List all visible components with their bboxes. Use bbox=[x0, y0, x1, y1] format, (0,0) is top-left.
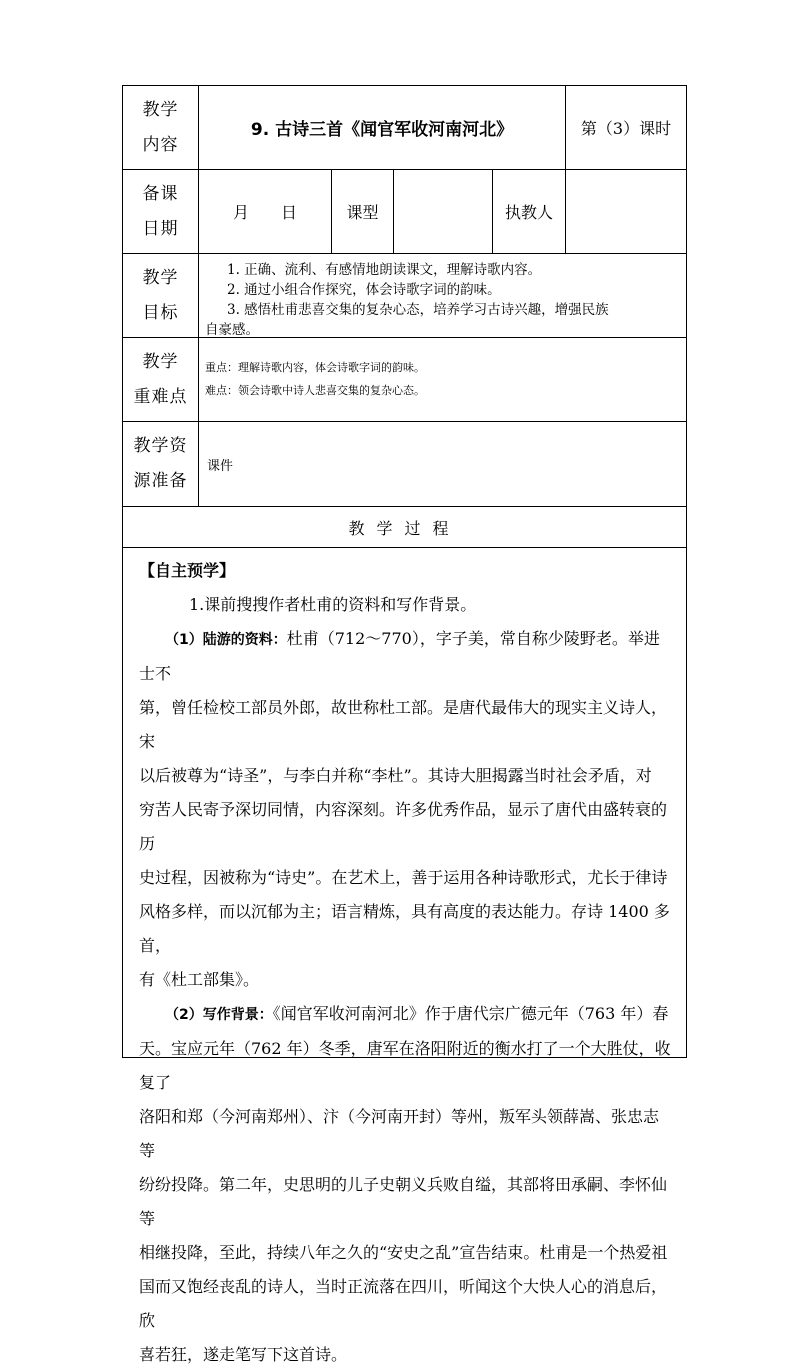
key-points-label-line1: 教学 bbox=[142, 351, 179, 372]
background-line4: 纷纷投降。第二年，史思明的儿子史朝义兵败自缢，其部将田承嗣、李怀仙等 bbox=[139, 1175, 668, 1228]
goals-content bbox=[198, 253, 687, 338]
key-points-content bbox=[198, 337, 687, 422]
key-point: 重点：理解诗歌内容，体会诗歌字词的韵味。 bbox=[205, 361, 425, 374]
lesson-type-value bbox=[393, 169, 493, 254]
resources-label-line2: 源准备 bbox=[133, 471, 188, 491]
content-label-line2: 内容 bbox=[142, 134, 179, 155]
difficulty-point: 难点：领会诗歌中诗人悲喜交集的复杂心态。 bbox=[205, 384, 425, 397]
author-info-paragraph bbox=[139, 622, 672, 691]
prep-date-label-cell bbox=[122, 169, 199, 254]
lesson-period: 第（3）课时 bbox=[565, 85, 687, 170]
resources-value: 课件 bbox=[198, 421, 687, 507]
author-info-line7: 有《杜工部集》。 bbox=[139, 970, 260, 989]
background-paragraph bbox=[139, 997, 672, 1032]
resources-label-line1: 教学资 bbox=[133, 436, 188, 456]
preview-heading: 【自主预学】 bbox=[139, 561, 236, 580]
goal-3-continued: 自豪感。 bbox=[205, 322, 259, 338]
author-info-line6: 风格多样，而以沉郁为主；语言精炼，具有高度的表达能力。存诗 1400 多首， bbox=[139, 902, 670, 955]
prep-date-label-line1: 备课 bbox=[142, 183, 179, 204]
key-points-label-cell bbox=[122, 337, 199, 422]
author-info-line3: 以后被尊为“诗圣”，与李白并称“李杜”。其诗大胆揭露当时社会矛盾，对 bbox=[139, 766, 652, 785]
lesson-type-label: 课型 bbox=[331, 169, 394, 254]
teacher-label: 执教人 bbox=[492, 169, 566, 254]
teacher-value bbox=[565, 169, 687, 254]
goal-1: 1. 正确、流利、有感情地朗读课文，理解诗歌内容。 bbox=[227, 262, 542, 278]
background-line6: 国而又饱经丧乱的诗人，当时正流落在四川，听闻这个大快人心的消息后，欣 bbox=[139, 1277, 668, 1330]
goal-3: 3. 感悟杜甫悲喜交集的复杂心态，培养学习古诗兴趣，增强民族 bbox=[227, 302, 609, 318]
author-info-line2: 第，曾任检校工部员外郎，故世称杜工部。是唐代最伟大的现实主义诗人，宋 bbox=[139, 698, 668, 751]
goals-label-cell bbox=[122, 253, 199, 338]
background-line7: 喜若狂，遂走笔写下这首诗。 bbox=[139, 1345, 348, 1364]
background-line3: 洛阳和郑（今河南郑州）、汴（今河南开封）等州，叛军头领薛嵩、张忠志等 bbox=[139, 1107, 660, 1160]
prep-date-value: 月 日 bbox=[198, 169, 332, 254]
author-info-line4: 穷苦人民寄予深切同情，内容深刻。许多优秀作品，显示了唐代由盛转衰的历 bbox=[139, 800, 668, 853]
prep-date-label-line2: 日期 bbox=[142, 218, 179, 239]
content-label-line1: 教学 bbox=[142, 99, 179, 120]
author-info-label: （1）陆游的资料： bbox=[165, 632, 287, 648]
goals-label-line2: 目标 bbox=[142, 302, 179, 323]
background-line2: 天。宝应元年（762 年）冬季，唐军在洛阳附近的衡水打了一个大胜仗，收复了 bbox=[139, 1039, 671, 1092]
resources-label-cell bbox=[122, 421, 199, 507]
key-points-label-line2: 重难点 bbox=[133, 386, 188, 407]
background-line1: 《闻官军收河南河北》作于唐代宗广德元年（763 年）春 bbox=[272, 1004, 669, 1023]
preview-task: 1.课前搜搜作者杜甫的资料和写作背景。 bbox=[189, 595, 477, 614]
background-line5: 相继投降，至此，持续八年之久的“安史之乱”宣告结束。杜甫是一个热爱祖 bbox=[139, 1243, 668, 1262]
author-info-line1: 杜甫（712～770），字子美，常自称少陵野老。举进士不 bbox=[139, 629, 660, 683]
background-label: （2）写作背景： bbox=[165, 1007, 273, 1023]
preview-section bbox=[122, 547, 687, 1364]
goals-label-line1: 教学 bbox=[142, 267, 179, 288]
author-info-line5: 史过程，因被称为“诗史”。在艺术上，善于运用各种诗歌形式，尤长于律诗 bbox=[139, 868, 668, 887]
goal-2: 2. 通过小组合作探究，体会诗歌字词的韵味。 bbox=[227, 282, 501, 298]
lesson-title: 9. 古诗三首《闻官军收河南河北》 bbox=[198, 85, 566, 170]
process-title: 教学过程 bbox=[122, 506, 687, 548]
content-label-cell bbox=[122, 85, 199, 170]
